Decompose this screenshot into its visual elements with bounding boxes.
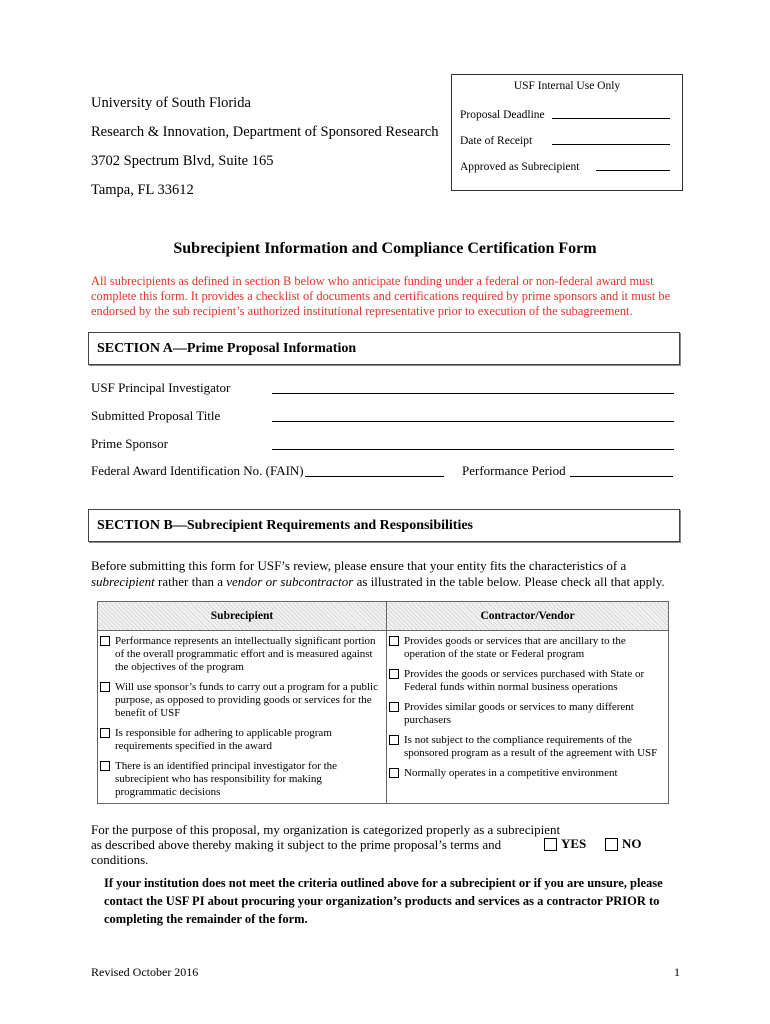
checkbox[interactable]	[389, 669, 399, 679]
list-item: Provides the goods or services purchased with State or Federal funds within normal business operations	[389, 668, 666, 694]
no-checkbox[interactable]	[605, 838, 618, 851]
date-of-receipt-row	[460, 135, 670, 147]
checkbox[interactable]	[100, 761, 110, 771]
checkbox[interactable]	[389, 768, 399, 778]
pi-label: USF Principal Investigator	[91, 380, 231, 395]
section-b-instructions: Before submitting this form for USF’s review, please ensure that your entity fits the characteristics of a subrecipient rather than a vendor or subcontractor as illustrated in the table below. Please check all that apply.	[91, 558, 665, 589]
department-name: Research & Innovation, Department of Sponsored Research	[91, 124, 439, 140]
form-title: Subrecipient Information and Compliance Certification Form	[173, 240, 597, 257]
no-label: NO	[622, 836, 642, 851]
list-item: Is responsible for adhering to applicable program requirements specified in the award	[100, 727, 384, 753]
declaration-text: For the purpose of this proposal, my organization is categorized properly as a subrecipient as described above thereby making it subject to the prime proposal’s terms and conditions.	[91, 822, 561, 867]
date-of-receipt-field[interactable]	[552, 144, 670, 145]
list-item: Performance represents an intellectually significant portion of the overall programmatic effort and is measured against the objectives of the program	[100, 635, 384, 674]
intro-text: All subrecipients as defined in section B below who anticipate funding under a federal or non-federal award must complete this form. It provides a checklist of documents and certifications required by prime sponsors and it must be endorsed by the sub recipient’s authorized institutional representative prior to execution of the subagreement.	[91, 274, 671, 318]
list-item: Provides similar goods or services to many different purchasers	[389, 701, 666, 727]
approved-label: Approved as Subrecipient	[460, 161, 580, 173]
checkbox[interactable]	[389, 735, 399, 745]
contractor-note: If your institution does not meet the criteria outlined above for a subrecipient or if you are unsure, please contact the USF PI about procuring your organization’s products and services as a contractor PRIOR to completing the remainder of the form.	[104, 876, 663, 926]
fain-label: Federal Award Identification No. (FAIN)	[91, 463, 304, 478]
internal-use-title: USF Internal Use Only	[513, 80, 621, 92]
prime-sponsor-field[interactable]	[272, 449, 674, 450]
yes-label: YES	[561, 836, 587, 851]
proposal-title-label: Submitted Proposal Title	[91, 408, 221, 423]
internal-use-box	[451, 74, 683, 191]
checkbox[interactable]	[100, 682, 110, 692]
subrecipient-term: subrecipient	[91, 574, 155, 589]
comparison-table	[97, 601, 669, 804]
university-name: University of South Florida	[91, 95, 251, 111]
prime-sponsor-label: Prime Sponsor	[91, 436, 168, 451]
date-of-receipt-label: Date of Receipt	[460, 135, 533, 147]
yes-checkbox[interactable]	[544, 838, 557, 851]
vendor-column	[387, 631, 669, 804]
list-item: Provides goods or services that are ancillary to the operation of the state or Federal program	[389, 635, 666, 661]
checkbox[interactable]	[100, 636, 110, 646]
checkbox[interactable]	[389, 636, 399, 646]
vendor-term: vendor or subcontractor	[226, 574, 354, 589]
city-state-zip: Tampa, FL 33612	[91, 182, 194, 198]
col-header-subrecipient: Subrecipient	[98, 602, 387, 631]
section-a-header: SECTION A—Prime Proposal Information	[88, 332, 680, 365]
proposal-deadline-row	[460, 109, 670, 121]
approved-field[interactable]	[596, 170, 670, 171]
checkbox[interactable]	[389, 702, 399, 712]
subrecipient-column	[98, 631, 387, 804]
list-item: There is an identified principal investigator for the subrecipient who has responsibility for making programmatic decisions	[100, 760, 384, 799]
approved-row	[460, 161, 670, 173]
checkbox[interactable]	[100, 728, 110, 738]
yes-option[interactable]	[544, 836, 586, 852]
list-item: Is not subject to the compliance requirements of the sponsored program as a result of the agreement with USF	[389, 734, 666, 760]
performance-period-label: Performance Period	[462, 463, 566, 478]
proposal-deadline-label: Proposal Deadline	[460, 109, 545, 121]
revision-date: Revised October 2016	[91, 965, 199, 979]
col-header-vendor: Contractor/Vendor	[387, 602, 669, 631]
no-option[interactable]	[605, 836, 642, 852]
street-address: 3702 Spectrum Blvd, Suite 165	[91, 153, 274, 169]
page-number: 1	[674, 965, 680, 979]
proposal-deadline-field[interactable]	[552, 118, 670, 119]
proposal-title-field[interactable]	[272, 421, 674, 422]
section-b-header: SECTION B—Subrecipient Requirements and Responsibilities	[88, 509, 680, 542]
list-item: Normally operates in a competitive environment	[389, 767, 666, 780]
list-item: Will use sponsor’s funds to carry out a program for a public purpose, as opposed to providing goods or services for the benefit of USF	[100, 681, 384, 720]
performance-period-field[interactable]	[570, 476, 673, 477]
pi-field[interactable]	[272, 393, 674, 394]
fain-field[interactable]	[305, 476, 444, 477]
